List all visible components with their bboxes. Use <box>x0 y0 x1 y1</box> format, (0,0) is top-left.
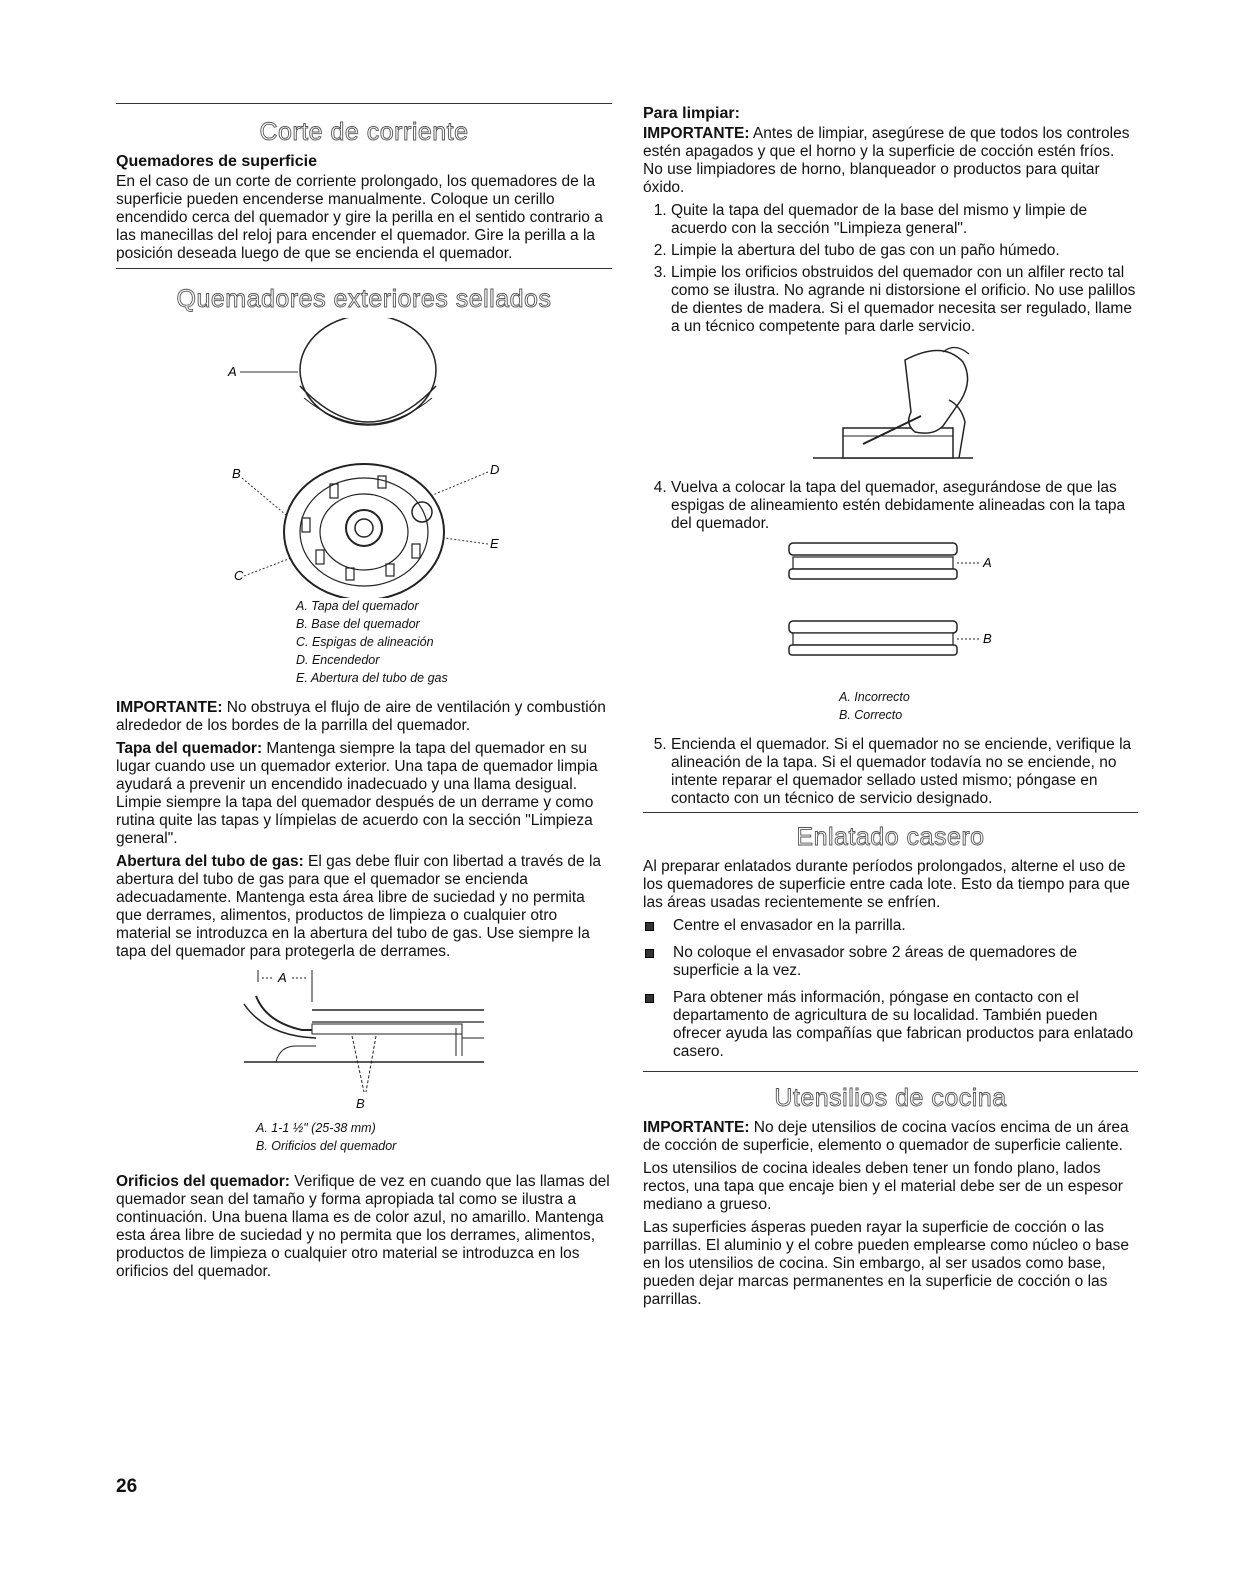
paragraph-importante-utensilios: IMPORTANTE: No deje utensilios de cocina vacíos encima de un área de cocción de superficie, elemento o quemador de superficie caliente. <box>643 1119 1129 1154</box>
paragraph-corte: En el caso de un corte de corriente prolongado, los quemadores de la superficie pueden encenderse manualmente. Coloque un cerillo encendido cerca del quemador y gire la perilla en el sentido contrario a las manecillas del reloj para encender el quemador. Gire la perilla a la posición deseada luego de que se encienda el quemador. <box>116 173 603 262</box>
legend-item: D. Encendedor <box>296 653 380 667</box>
fig2-letter-b: B <box>356 1096 365 1111</box>
cleaning-step-5 <box>643 736 1138 808</box>
fig-letter-e: E <box>490 536 499 551</box>
figure-legend-burner <box>296 597 612 687</box>
paragraph-utensilios-ideales: Los utensilios de cocina ideales deben tener un fondo plano, lados rectos, una tapa que encaje bien y el material debe ser de un espesor mediano a grueso. <box>643 1160 1123 1213</box>
section-title-quemadores-sellados: Quemadores exteriores sellados <box>176 285 552 313</box>
list-item: 2. Limpie la abertura del tubo de gas con un paño húmedo. <box>671 242 1138 260</box>
list-item: Centre el envasador en la parrilla. <box>643 917 1138 935</box>
list-item: Para obtener más información, póngase en contacto con el departamento de agricultura de su localidad. También pueden ofrecer ayuda las compañías que fabrican productos para enlatado casero. <box>643 989 1138 1061</box>
fig-letter-c: C <box>234 568 244 583</box>
subheading-para-limpiar: Para limpiar: <box>643 105 740 122</box>
list-item: 5. Encienda el quemador. Si el quemador no se enciende, verifique la alineación de la tapa. Si el quemador todavía no se enciende, no intente reparar el quemador sellado usted mismo; póngase en contacto con un técnico de servicio designado. <box>671 736 1138 808</box>
section-divider <box>116 103 612 104</box>
legend-item: B. Orificios del quemador <box>256 1139 397 1153</box>
canning-bullets <box>643 917 1138 1061</box>
pin-cleaning-figure <box>643 340 1138 470</box>
cleaning-step-4 <box>643 479 1138 533</box>
list-item: 3. Limpie los orificios obstruidos del quemador con un alfiler recto tal como se ilustra. No agrande ni distorsione el orificio. No use palillos de dientes de madera. Si el quemador necesita ser regulado, llame a un técnico competente para darle servicio. <box>671 264 1138 336</box>
fig4-letter-a: A <box>983 555 992 570</box>
cap-alignment-figure <box>643 537 1138 687</box>
section-divider <box>643 812 1138 813</box>
section-title-utensilios: Utensilios de cocina <box>774 1084 1007 1112</box>
legend-item: E. Abertura del tubo de gas <box>296 671 448 685</box>
section-divider <box>643 1071 1138 1072</box>
figure-legend-cross-section <box>256 1119 612 1155</box>
figure-legend-alignment <box>839 688 1138 724</box>
burner-assembly-figure <box>116 318 612 598</box>
paragraph-importante-limpiar: IMPORTANTE: Antes de limpiar, asegúrese de que todos los controles estén apagados y que el horno y la superficie de cocción estén fríos. No use limpiadores de horno, blanqueador o productos para quitar óxido. <box>643 125 1130 196</box>
section-title-corte: Corte de corriente <box>259 118 469 146</box>
legend-item: B. Correcto <box>839 708 903 722</box>
list-item: 4. Vuelva a colocar la tapa del quemador, asegurándose de que las espigas de alineamiento estén debidamente alineadas con la tapa del quemador. <box>671 479 1138 533</box>
left-column <box>116 0 612 1286</box>
paragraph-superficies: Las superficies ásperas pueden rayar la superficie de cocción o las parrillas. El aluminio y el cobre pueden emplearse como núcleo o base en los utensilios de cocina. Sin embargo, al ser usados como base, pueden dejar marcas permanentes en la superficie de cocción o las parrillas. <box>643 1219 1129 1308</box>
paragraph-orificios: Orificios del quemador: Verifique de vez en cuando que las llamas del quemador sean del tamaño y forma apropiada tal como se ilustra a continuación. Una buena llama es de color azul, no amarillo. Mantenga esta área libre de suciedad y no permita que los derrames, alimentos, productos de limpieza o cualquier otro material se introduzca en los orificios del quemador. <box>116 1173 610 1280</box>
section-divider <box>116 268 612 269</box>
legend-item: A. Incorrecto <box>839 690 910 704</box>
fig-letter-a: A <box>228 364 237 379</box>
section-title-enlatado: Enlatado casero <box>796 823 985 851</box>
list-item: 1. Quite la tapa del quemador de la base del mismo y limpie de acuerdo con la sección "Limpieza general". <box>671 202 1138 238</box>
legend-item: A. Tapa del quemador <box>296 599 419 613</box>
paragraph-abertura: Abertura del tubo de gas: El gas debe fluir con libertad a través de la abertura del tubo de gas para que el quemador se encienda adecuadamente. Mantenga esta área libre de suciedad y no permita que derrames, alimentos, productos de limpieza o cualquier otro material se introduzca en la abertura del tubo de gas. Use siempre la tapa del quemador para protegerla de derrames. <box>116 853 602 960</box>
legend-item: B. Base del quemador <box>296 617 420 631</box>
cleaning-steps <box>643 202 1138 336</box>
fig4-letter-b: B <box>983 631 992 646</box>
burner-cross-section-figure <box>116 966 612 1096</box>
subheading-quemadores: Quemadores de superficie <box>116 153 317 170</box>
fig-letter-d: D <box>490 462 500 477</box>
fig-letter-b: B <box>232 466 241 481</box>
page-number: 26 <box>116 1476 138 1497</box>
paragraph-enlatado: Al preparar enlatados durante períodos prolongados, alterne el uso de los quemadores de superficie entre cada lote. Esto da tiempo para que las áreas usadas recientemente se enfríen. <box>643 858 1130 911</box>
legend-item: A. 1-1 ½" (25-38 mm) <box>256 1121 376 1135</box>
list-item: No coloque el envasador sobre 2 áreas de quemadores de superficie a la vez. <box>643 944 1138 980</box>
legend-item: C. Espigas de alineación <box>296 635 434 649</box>
paragraph-importante: IMPORTANTE: No obstruya el flujo de aire de ventilación y combustión alrededor de los bordes de la parrilla del quemador. <box>116 699 606 734</box>
fig2-letter-a: A <box>278 970 287 985</box>
paragraph-tapa: Tapa del quemador: Mantenga siempre la tapa del quemador en su lugar cuando use un quemador exterior. Una tapa de quemador limpia ayudará a prevenir un encendido inadecuado y una llama desigual. Limpie siempre la tapa del quemador después de un derrame y como rutina quite las tapas y límpielas de acuerdo con la sección "Limpieza general". <box>116 740 598 847</box>
right-column <box>643 0 1138 1314</box>
